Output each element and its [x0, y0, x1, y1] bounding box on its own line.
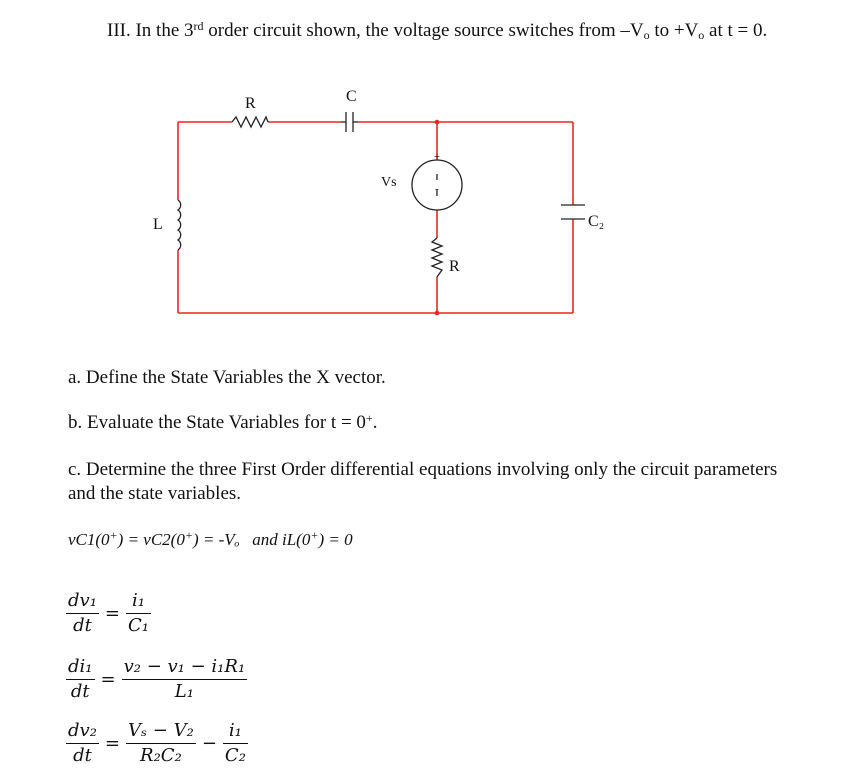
eq2-lhs: $\frac{\text{di₁}}{dt}$ — [68, 656, 93, 703]
circuit-wires — [178, 122, 573, 313]
resistor-top-icon — [232, 117, 268, 127]
label-capacitor-top: C — [346, 88, 357, 105]
label-source-minus: - — [435, 183, 439, 195]
eq2-rhs: $\frac{\text{v₂ − v₁ − i₁R₁}}{\text{L₁}}$ — [123, 656, 246, 703]
label-resistor-top: R — [245, 95, 256, 112]
question-c-line2: and the state variables. — [68, 483, 242, 504]
equation-1: $\frac{\text{dv₁}}{dt}$ = $\frac{\text{i₁}}{\text{C₁}}$ — [68, 590, 150, 637]
eq1-lhs: $\frac{\text{dv₁}}{dt}$ — [68, 590, 97, 637]
label-inductor: L — [153, 216, 163, 233]
circuit-diagram — [0, 0, 850, 340]
question-c-line1: c. Determine the three First Order differential equations involving only the circuit parameters — [68, 459, 778, 480]
label-vs: Vs — [381, 175, 397, 190]
question-b: b. Evaluate the State Variables for t = 0+. — [68, 411, 378, 433]
eq3-rhs-term1: $\frac{\text{Vₛ − V₂}}{\text{R₂C₂}}$ — [128, 720, 194, 767]
equation-3: $\frac{\text{dv₂}}{dt}$ = $\frac{\text{Vₛ − V₂}}{\text{R₂C₂}}$ − $\frac{\text{i₁}}{\text{C₂}}$ — [68, 720, 246, 767]
question-a: a. Define the State Variables the X vector. — [68, 367, 386, 388]
label-source-plus: + — [434, 151, 441, 163]
node-dot-top — [435, 120, 440, 125]
problem-title: III. In the 3rd order circuit shown, the voltage source switches from $-V_o$ to $+V_o$ at t = 0. — [107, 19, 768, 42]
equation-2: $\frac{\text{di₁}}{dt}$ = $\frac{\text{v₂ − v₁ − i₁R₁}}{\text{L₁}}$ — [68, 656, 246, 703]
capacitor-top-icon — [341, 112, 358, 132]
label-resistor-right: R — [449, 258, 460, 275]
inductor-icon — [178, 200, 181, 250]
resistor-right-icon — [432, 238, 442, 277]
initial-conditions: vC1(0+) = vC2(0+) = -Vₒ and iL(0+) = 0 — [68, 528, 353, 549]
eq3-lhs: $\frac{\text{dv₂}}{dt}$ — [68, 720, 97, 767]
eq3-rhs-term2: $\frac{\text{i₁}}{\text{C₂}}$ — [224, 720, 246, 767]
label-capacitor-c2: C₂ — [588, 213, 605, 230]
node-dot-bottom — [435, 311, 440, 316]
eq1-rhs: $\frac{\text{i₁}}{\text{C₁}}$ — [128, 590, 150, 637]
capacitor-c2-icon — [561, 205, 585, 219]
